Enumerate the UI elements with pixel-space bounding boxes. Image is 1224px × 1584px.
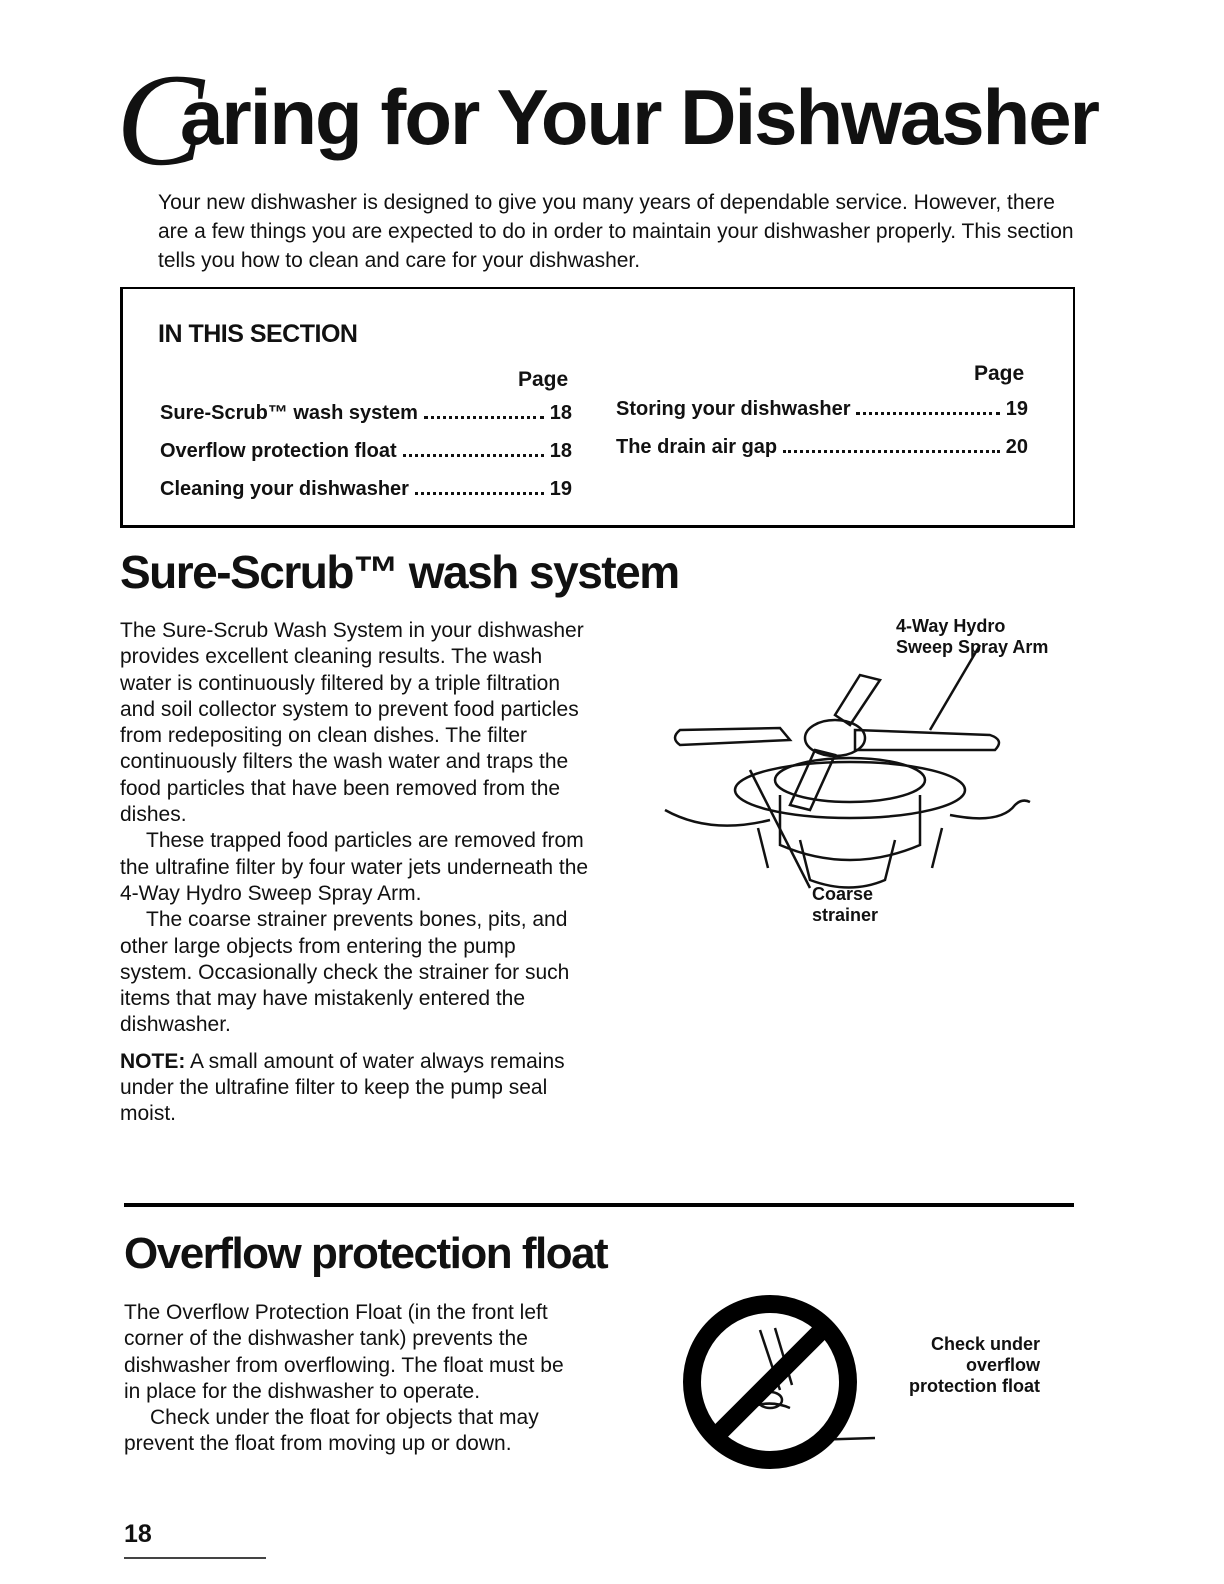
- sure-scrub-paragraph-1: The Sure-Scrub Wash System in your dishwasher provides excellent cleaning results. The wash water is continuously filtered by a triple filtration and soil collector system to prevent food particles from redepositing on clean dishes. The filter continuously filters the wash water and traps the food particles that have been removed from the dishes.: [120, 619, 584, 827]
- callout-line: strainer: [812, 905, 879, 925]
- prohibition-slash: [715, 1327, 825, 1437]
- spray-arm-left: [675, 728, 790, 745]
- sure-scrub-paragraph-2: These trapped food particles are removed from the ultrafine filter by four water jets underneath the 4-Way Hydro Sweep Spray Arm.: [120, 829, 589, 905]
- sure-scrub-heading: Sure-Scrub™ wash system: [120, 546, 679, 598]
- note-text: A small amount of water always remains under the ultrafine filter to keep the pump seal moist.: [120, 1049, 565, 1126]
- toc-page: 19: [1005, 398, 1028, 420]
- toc-label: Overflow protection float: [160, 440, 397, 462]
- spray-arm-right: [855, 730, 999, 750]
- callout-spray-arm: [896, 616, 1048, 658]
- toc-item-air-gap[interactable]: [616, 436, 1028, 459]
- page-title: aring for Your Dishwasher: [180, 73, 1098, 161]
- toc-label: Storing your dishwasher: [616, 398, 851, 420]
- toc-page: 18: [549, 402, 572, 424]
- section-box-heading: IN THIS SECTION: [158, 320, 358, 348]
- intro-paragraph: Your new dishwasher is designed to give you many years of dependable service. However, there are a few things you are expected to do in order to maintain your dishwasher properly. This section tells you how to clean and care for your dishwasher.: [158, 191, 1074, 272]
- page-column-label: Page: [518, 368, 569, 391]
- sure-scrub-note: [120, 1049, 590, 1128]
- toc-page: 18: [549, 440, 572, 462]
- callout-line: overflow: [965, 1355, 1040, 1375]
- note-label: NOTE:: [120, 1049, 186, 1073]
- overflow-paragraph-1: The Overflow Protection Float (in the front left corner of the dishwasher tank) prevents the dishwasher from overflowing. The float must be in place for the dishwasher to operate.: [124, 1301, 564, 1403]
- toc-item-sure-scrub[interactable]: [160, 402, 572, 425]
- section-divider: [124, 1203, 1074, 1207]
- pump-housing: [800, 840, 895, 888]
- toc-item-overflow[interactable]: [160, 440, 572, 463]
- overflow-float-illustration: [660, 1290, 890, 1480]
- toc-item-cleaning[interactable]: [160, 478, 572, 501]
- sure-scrub-body: [120, 618, 590, 1128]
- hose-right: [950, 801, 1030, 819]
- page-column-label: Page: [974, 362, 1025, 385]
- overflow-body: [124, 1300, 584, 1458]
- toc-label: The drain air gap: [616, 436, 778, 458]
- toc-page: 19: [549, 478, 572, 500]
- toc-label: Cleaning your dishwasher: [160, 478, 409, 500]
- callout-line: Check under: [930, 1334, 1040, 1354]
- title-drop-cap: C: [116, 46, 205, 193]
- callout-line: Coarse: [812, 884, 874, 904]
- toc-label: Sure-Scrub™ wash system: [160, 402, 418, 424]
- callout-check-float: [880, 1334, 1040, 1397]
- callout-coarse-strainer: [812, 884, 878, 926]
- hose-left: [665, 810, 770, 826]
- overflow-heading: Overflow protection float: [124, 1229, 608, 1278]
- spray-arm-back: [835, 675, 880, 725]
- toc-item-storing[interactable]: [616, 398, 1028, 421]
- toc-page: 20: [1005, 436, 1028, 458]
- callout-line: 4-Way Hydro: [896, 616, 1006, 636]
- overflow-paragraph-2: Check under the float for objects that may prevent the float from moving up or down.: [124, 1406, 539, 1456]
- callout-line: protection float: [909, 1376, 1040, 1396]
- sure-scrub-paragraph-3: The coarse strainer prevents bones, pits, and other large objects from entering the pump system. Occasionally check the strainer for such items that may have mistakenly entered the dishwasher.: [120, 908, 570, 1037]
- page-number: 18: [124, 1520, 152, 1548]
- callout-line: Sweep Spray Arm: [896, 637, 1049, 657]
- page-number-rule: [124, 1557, 266, 1559]
